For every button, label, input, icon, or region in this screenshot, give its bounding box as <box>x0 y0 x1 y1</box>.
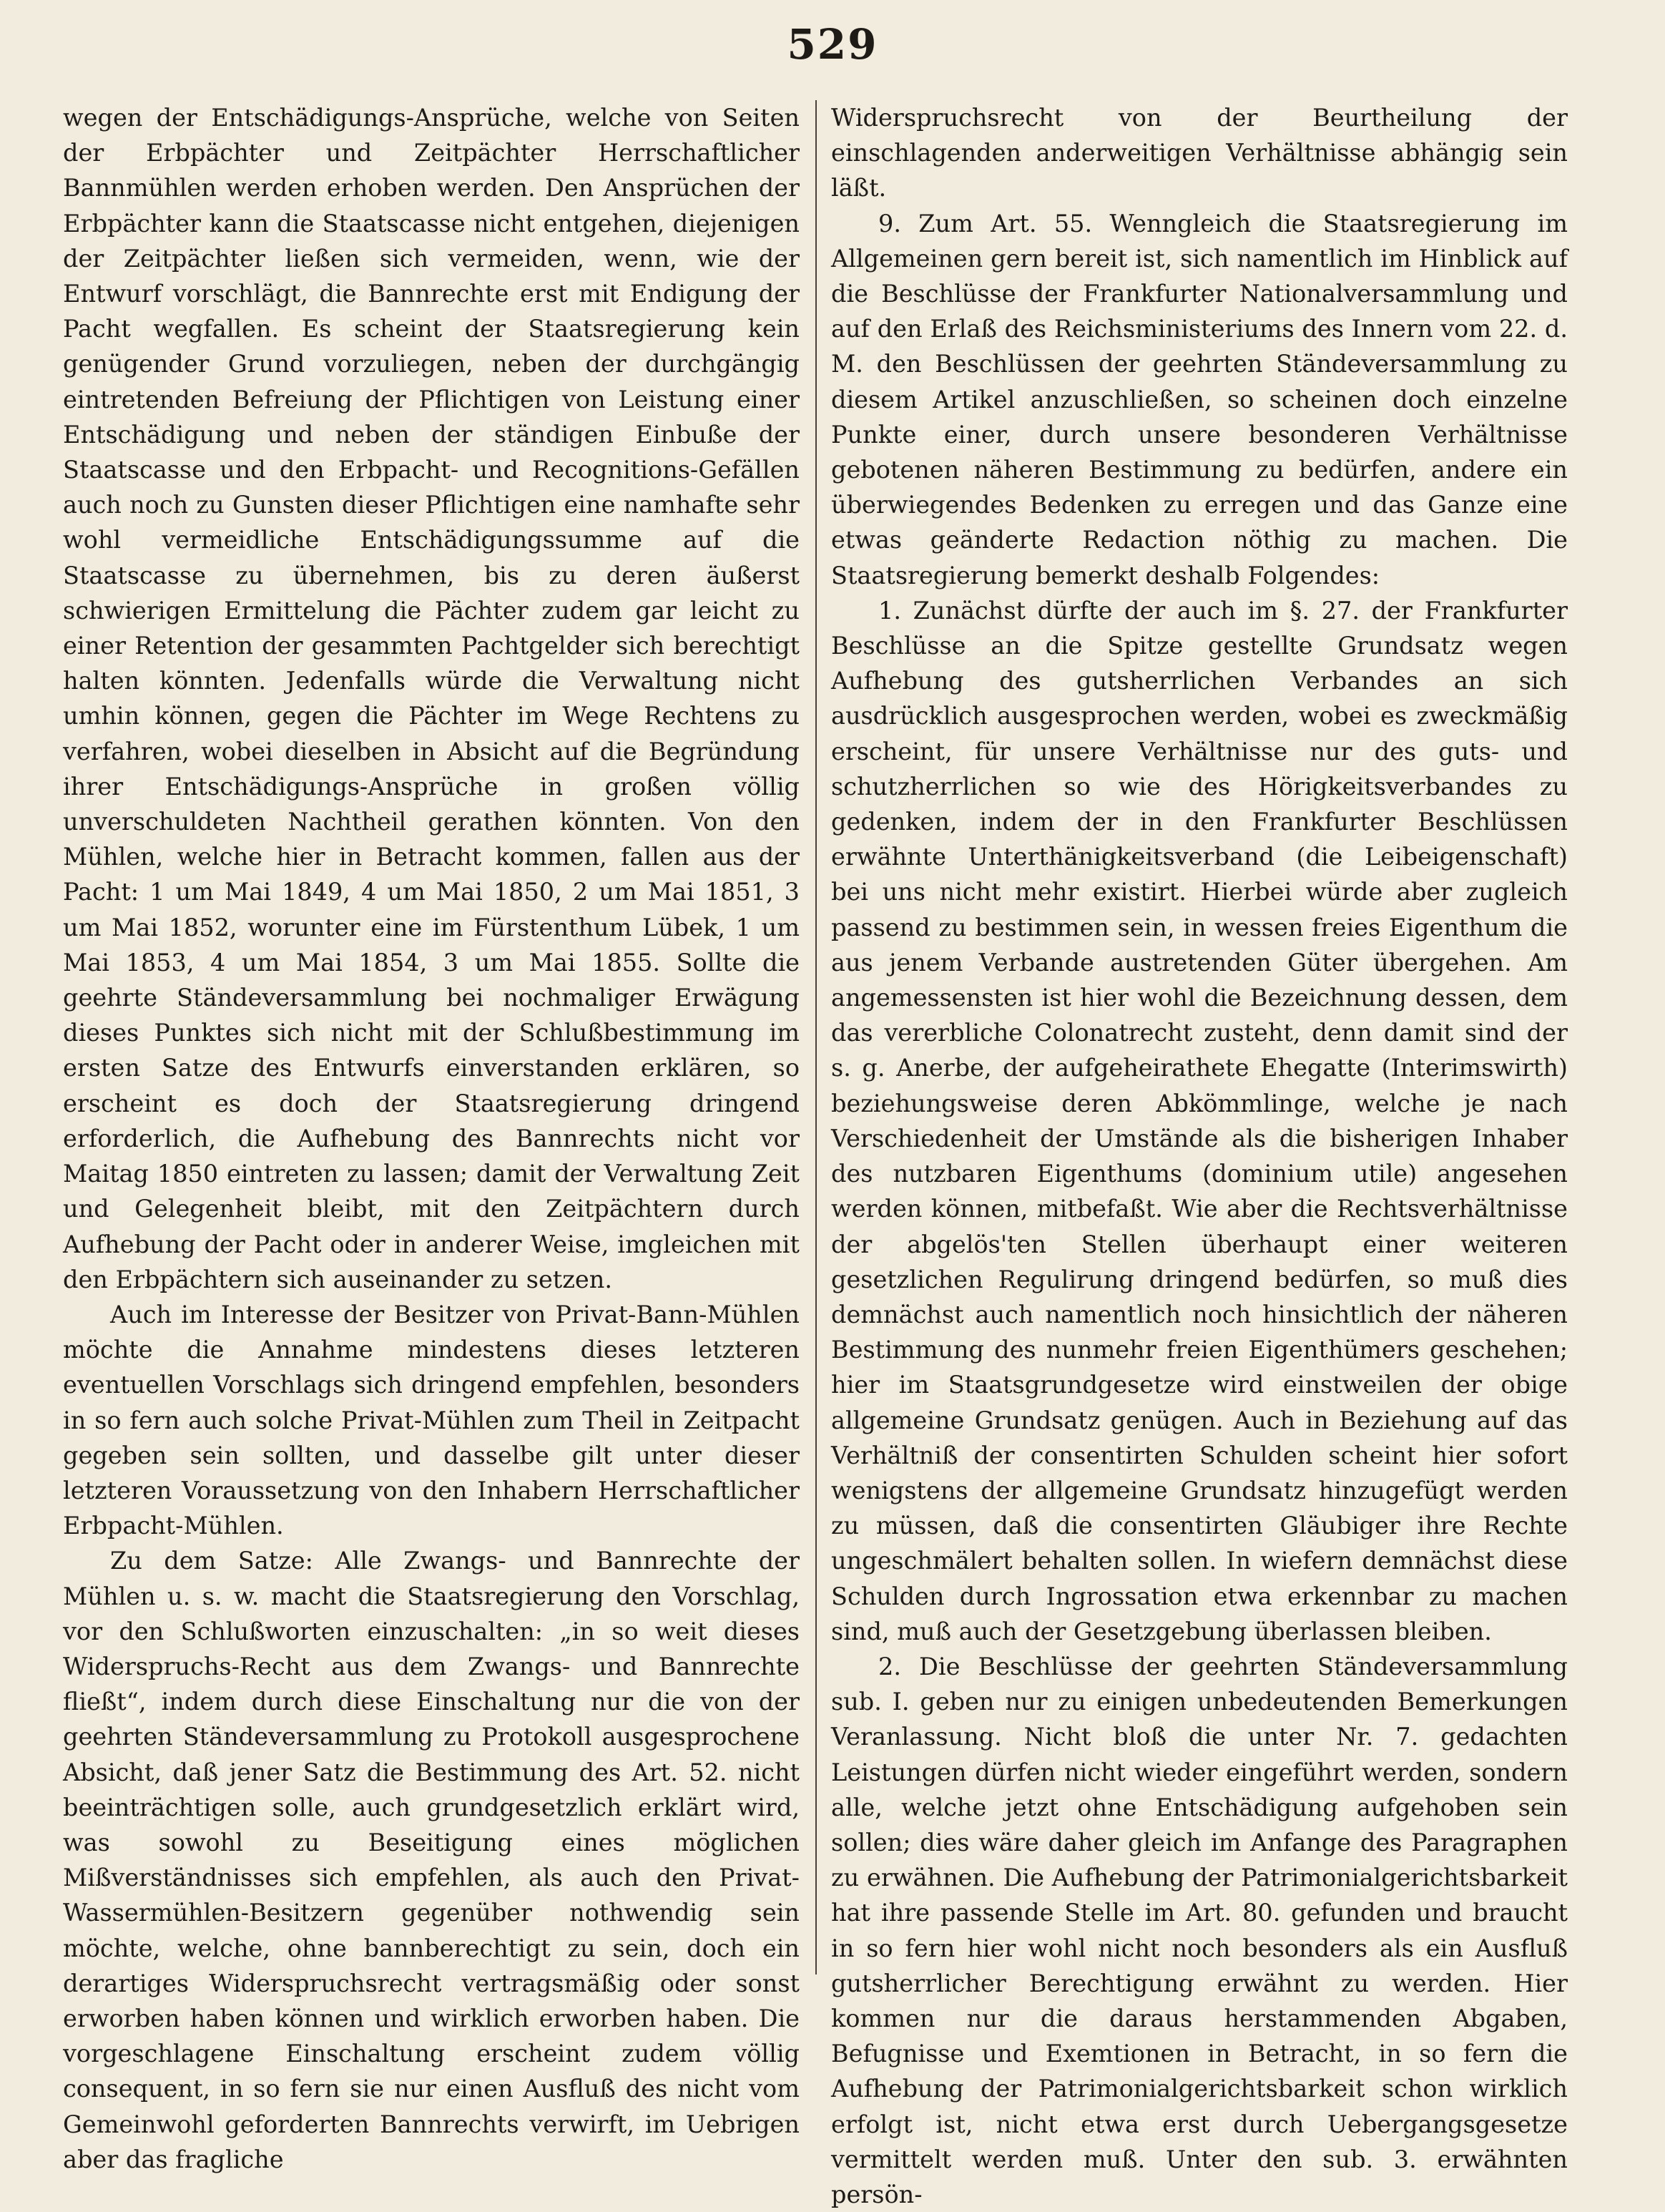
left-column <box>63 100 800 2173</box>
paragraph: Widerspruchsrecht von der Beurtheilung der einschlagenden anderweitigen Verhältnisse abhängig sein läßt. <box>831 104 1568 202</box>
paragraph: 2. Die Beschlüsse der geehrten Ständeversammlung sub. I. geben nur zu einigen unbedeutenden Bemerkungen Veranlassung. Nicht bloß die unter Nr. 7. gedachten Leistungen dürfen nicht wieder eingeführt werden, sondern alle, welche jetzt ohne Entschädigung aufgehoben sein sollen; dies wäre daher gleich im Anfange des Paragraphen zu erwähnen. Die Aufhebung der Patrimonialgerichtsbarkeit hat ihre passende Stelle im Art. 80. gefunden und braucht in so fern hier wohl nicht noch besonders als ein Ausfluß gutsherrlicher Berechtigung erwähnt zu werden. Hier kommen nur die daraus herstammenden Abgaben, Befugnisse und Exemtionen in Betracht, in so fern die Aufhebung der Patrimonialgerichtsbarkeit schon wirklich erfolgt ist, nicht etwa erst durch Uebergangsgesetze vermittelt werden muß. Unter den sub. 3. erwähnten persön- <box>831 1652 1568 2208</box>
right-column <box>831 100 1568 2208</box>
paragraph: wegen der Entschädigungs-Ansprüche, welche von Seiten der Erbpächter und Zeitpächter Herrschaftlicher Bannmühlen werden erhoben werden. Den Ansprüchen der Erbpächter kann die Staatscasse nicht entgehen, diejenigen der Zeitpächter ließen sich vermeiden, wenn, wie der Entwurf vorschlägt, die Bannrechte erst mit Endigung der Pacht wegfallen. Es scheint der Staatsregierung kein genügender Grund vorzuliegen, neben der durchgängig eintretenden Befreiung der Pflichtigen von Leistung einer Entschädigung und neben der ständigen Einbuße der Staatscasse und den Erbpacht- und Recognitions-Gefällen auch noch zu Gunsten dieser Pflichtigen eine namhafte sehr wohl vermeidliche Entschädigungssumme auf die Staatscasse zu übernehmen, bis zu deren äußerst schwierigen Ermittelung die Pächter zudem gar leicht zu einer Retention der gesammten Pachtgelder sich berechtigt halten könnten. Jedenfalls würde die Verwaltung nicht umhin können, gegen die Pächter im Wege Rechtens zu verfahren, wobei dieselben in Absicht auf die Begründung ihrer Entschädigungs-Ansprüche in großen völlig unverschuldeten Nachtheil gerathen könnten. Von den Mühlen, welche hier in Betracht kommen, fallen aus der Pacht: 1 um Mai 1849, 4 um Mai 1850, 2 um Mai 1851, 3 um Mai 1852, worunter eine im Fürstenthum Lübek, 1 um Mai 1853, 4 um Mai 1854, 3 um Mai 1855. Sollte die geehrte Ständeversammlung bei nochmaliger Erwägung dieses Punktes sich nicht mit der Schlußbestimmung im ersten Satze des Entwurfs einverstanden erklären, so erscheint es doch der Staatsregierung dringend erforderlich, die Aufhebung des Bannrechts nicht vor Maitag 1850 eintreten zu lassen; damit der Verwaltung Zeit und Gelegenheit bleibt, mit den Zeitpächtern durch Aufhebung der Pacht oder in anderer Weise, imgleichen mit den Erbpächtern sich auseinander zu setzen. <box>63 104 800 1293</box>
page-number: 529 <box>787 20 878 69</box>
paragraph: Auch im Interesse der Besitzer von Privat-Bann-Mühlen möchte die Annahme mindestens dieses letzteren eventuellen Vorschlags sich dringend empfehlen, besonders in so fern auch solche Privat-Mühlen zum Theil in Zeitpacht gegeben sein sollten, und dasselbe gilt unter dieser letzteren Voraussetzung von den Inhabern Herrschaftlicher Erbpacht-Mühlen. <box>63 1300 800 1540</box>
column-divider <box>815 100 817 1974</box>
paragraph: Zu dem Satze: Alle Zwangs- und Bannrechte der Mühlen u. s. w. macht die Staatsregierung den Vorschlag, vor den Schlußworten einzuschalten: „in so weit dieses Widerspruchs-Recht aus dem Zwangs- und Bannrechte fließt“, indem durch diese Einschaltung nur die von der geehrten Ständeversammlung zu Protokoll ausgesprochene Absicht, daß jener Satz die Bestimmung des Art. 52. nicht beeinträchtigen solle, auch grundgesetzlich erklärt wird, was sowohl zu Beseitigung eines möglichen Mißverständnisses sich empfehlen, als auch den Privat-Wassermühlen-Besitzern gegenüber nothwendig sein möchte, welche, ohne bannberechtigt zu sein, doch ein derartiges Widerspruchsrecht vertragsmäßig oder sonst erworben haben können und wirklich erworben haben. Die vorgeschlagene Einschaltung erscheint zudem völlig consequent, in so fern sie nur einen Ausfluß des nicht vom Gemeinwohl geforderten Bannrechts verwirft, im Uebrigen aber das fragliche <box>63 1547 800 2173</box>
paragraph: 1. Zunächst dürfte der auch im §. 27. der Frankfurter Beschlüsse an die Spitze gestellte Grundsatz wegen Aufhebung des gutsherrlichen Verbandes an sich ausdrücklich ausgesprochen werden, wobei es zweckmäßig erscheint, für unsere Verhältnisse nur des guts- und schutzherrlichen so wie des Hörigkeitsverbandes zu gedenken, indem der in den Frankfurter Beschlüssen erwähnte Unterthänigkeitsverband (die Leibeigenschaft) bei uns nicht mehr existirt. Hierbei würde aber zugleich passend zu bestimmen sein, in wessen freies Eigenthum die aus jenem Verbande austretenden Güter übergehen. Am angemessensten ist hier wohl die Bezeichnung dessen, dem das vererbliche Colonatrecht zusteht, denn damit sind der s. g. Anerbe, der aufgeheirathete Ehegatte (Interimswirth) beziehungsweise deren Abkömmlinge, welche je nach Verschiedenheit der Umstände als die bisherigen Inhaber des nutzbaren Eigenthums (dominium utile) angesehen werden können, mitbefaßt. Wie aber die Rechtsverhältnisse der abgelös'ten Stellen überhaupt einer weiteren gesetzlichen Regulirung dringend bedürfen, so muß dies demnächst auch namentlich noch hinsichtlich der näheren Bestimmung des nunmehr freien Eigenthümers geschehen; hier im Staatsgrundgesetze wird einstweilen der obige allgemeine Grundsatz genügen. Auch in Beziehung auf das Verhältniß der consentirten Schulden scheint hier sofort wenigstens der allgemeine Grundsatz hinzugefügt werden zu müssen, daß die consentirten Gläubiger ihre Rechte ungeschmälert behalten sollen. In wiefern demnächst diese Schulden durch Ingrossation etwa erkennbar zu machen sind, muß auch der Gesetzgebung überlassen bleiben. <box>831 596 1568 1645</box>
paragraph: 9. Zum Art. 55. Wenngleich die Staatsregierung im Allgemeinen gern bereit ist, sich namentlich im Hinblick auf die Beschlüsse der Frankfurter Nationalversammlung und auf den Erlaß des Reichsministeriums des Innern vom 22. d. M. den Beschlüssen der geehrten Ständeversammlung zu diesem Artikel anzuschließen, so scheinen doch einzelne Punkte einer, durch unsere besonderen Verhältnisse gebotenen näheren Bestimmung zu bedürfen, andere ein überwiegendes Bedenken zu erregen und das Ganze eine etwas geänderte Redaction nöthig zu machen. Die Staatsregierung bemerkt deshalb Folgendes: <box>831 209 1568 589</box>
